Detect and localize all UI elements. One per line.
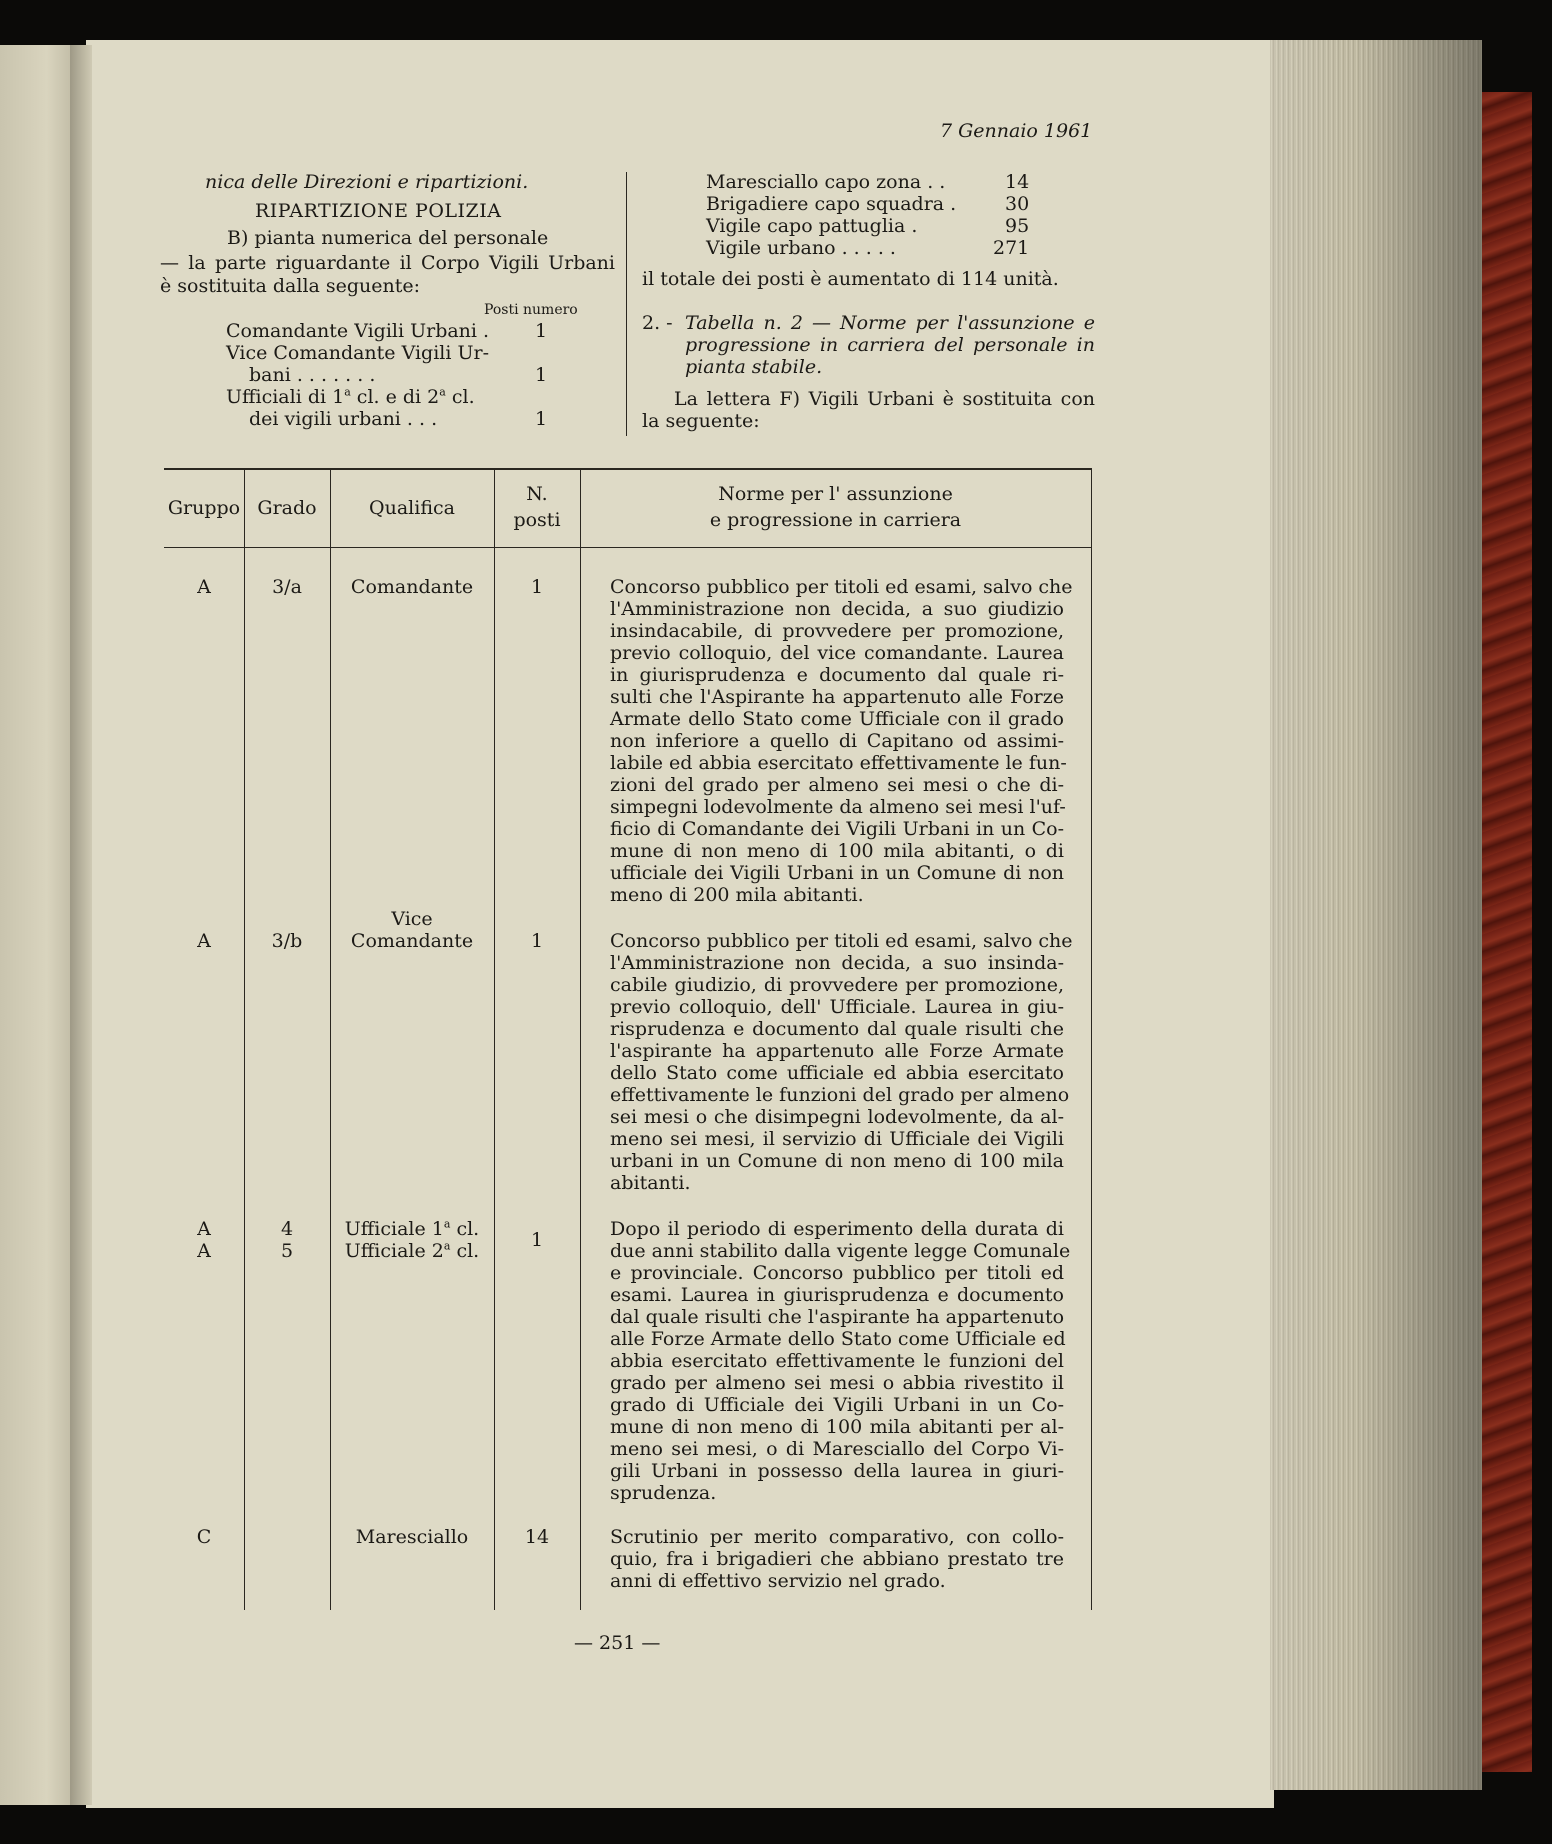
staff-label: Vice Comandante Vigili Ur- bbox=[226, 342, 490, 364]
header-norme: Norme per l' assunzione bbox=[718, 483, 953, 505]
total-line: il totale dei posti è aumentato di 114 unità. bbox=[642, 268, 1059, 290]
norme-text: Dopo il periodo di esperimento della durata di due anni stabilito dalla vigente legge Comunale e provinciale. Concorso pubblico per titoli ed esami. Laurea in giurisprudenza e documento dal quale risulti che l'aspirante ha appartenuto alle Forze Armate dello Stato come Ufficiale ed abbia esercitato effettivamente le funzioni del grado per almeno sei mesi o abbia rivestito il grado di Ufficiale dei Vigili Urbani in un Co- mune di non meno di 100 mila abitanti per al- meno sei mesi, o di Maresciallo del Corpo Vi- gili Urbani in possesso della laurea in giuri- sprudenza. bbox=[610, 1218, 1071, 1504]
table-top-rule bbox=[164, 468, 1092, 470]
header-posti: posti bbox=[513, 509, 561, 531]
book-gutter bbox=[70, 45, 92, 1805]
table-header-rule bbox=[164, 547, 1092, 548]
continuation-line: nica delle Direzioni e ripartizioni. bbox=[205, 171, 529, 193]
header-gruppo: Gruppo bbox=[167, 497, 241, 519]
intro-line-2: è sostituita dalla seguente: bbox=[160, 275, 421, 297]
left-page-edge bbox=[0, 45, 78, 1805]
posti-numero-header: Posti numero bbox=[484, 302, 578, 318]
staff-value: 14 bbox=[1005, 171, 1030, 193]
staff-value: 271 bbox=[993, 237, 1030, 259]
staff-value: 30 bbox=[1005, 193, 1030, 215]
norme-text: Concorso pubblico per titoli ed esami, salvo che l'Amministrazione non decida, a suo insinda- cabile giudizio, di provvedere per promozione, previo colloquio, dell' Ufficiale. Laurea in giu- risprudenza e documento dal quale risulti che l'aspirante ha appartenuto alle Forze Armate dello Stato come ufficiale ed abbia esercitato effettivamente le funzioni del grado per almeno sei mesi o che disimpegni lodevolmente, da al- meno sei mesi, il servizio di Ufficiale dei Vigili urbani in un Comune di non meno di 100 mila abitanti. bbox=[610, 930, 1073, 1194]
header-posti: N. bbox=[526, 483, 548, 505]
section-heading: RIPARTIZIONE POLIZIA bbox=[255, 200, 502, 222]
page-date: 7 Gennaio 1961 bbox=[940, 120, 1093, 142]
page-number: — 251 — bbox=[574, 1632, 661, 1654]
section-subheading: B) pianta numerica del personale bbox=[227, 227, 549, 249]
marbled-cover bbox=[1482, 92, 1532, 1772]
header-norme: e progressione in carriera bbox=[709, 509, 962, 531]
norme-text: Concorso pubblico per titoli ed esami, salvo che l'Amministrazione non decida, a suo giudizio insindacabile, di provvedere per promozione, previo colloquio, del vice comandante. Laurea in giurisprudenza e documento dal quale ri- sulti che l'Aspirante ha appartenuto alle Forze Armate dello Stato come Ufficiale con il grado non inferiore a quello di Capitano od assimi- labile ed abbia esercitato effettivamente le fun- zioni del grado per almeno sei mesi o che di- simpegni lodevolmente da almeno sei mesi l'uf- ficio di Comandante dei Vigili Urbani in un Co- mune di non meno di 100 mila abitanti, o di ufficiale dei Vigili Urbani in un Comune di non meno di 200 mila abitanti. bbox=[610, 576, 1073, 906]
staff-value: 95 bbox=[1005, 215, 1030, 237]
staff-value: 1 bbox=[535, 408, 548, 430]
staff-label: dei vigili urbani . . . bbox=[249, 408, 438, 430]
staff-value: 1 bbox=[535, 364, 548, 386]
staff-label: Vigile capo pattuglia . bbox=[706, 215, 918, 237]
staff-label: Vigile urbano . . . . . bbox=[706, 237, 896, 259]
header-qualifica: Qualifica bbox=[369, 497, 455, 519]
intro-line-1: — la parte riguardante il Corpo Vigili Urbani bbox=[160, 252, 615, 274]
section-title-1: Tabella n. 2 — Norme per l'assunzione e bbox=[685, 312, 1095, 334]
paragraph-line-1: La lettera F) Vigili Urbani è sostituita con bbox=[674, 388, 1095, 410]
staff-label: bani . . . . . . . bbox=[249, 364, 376, 386]
staff-label: Brigadiere capo squadra . bbox=[706, 193, 957, 215]
section-title-2: progressione in carriera del personale in bbox=[685, 334, 1095, 356]
staff-label: Comandante Vigili Urbani . bbox=[226, 320, 490, 342]
norme-text: Scrutinio per merito comparativo, con collo- quio, fra i brigadieri che abbiano prestato tre anni di effettivo servizio nel grado. bbox=[610, 1526, 1064, 1592]
paragraph-line-2: la seguente: bbox=[642, 410, 760, 432]
staff-label: Ufficiali di 1$^a$ cl. e di 2$^a$ cl. bbox=[226, 385, 475, 408]
column-divider bbox=[626, 172, 627, 436]
staff-label: Maresciallo capo zona . . bbox=[706, 171, 946, 193]
section-number: 2. - bbox=[642, 312, 673, 334]
section-title-3: pianta stabile. bbox=[685, 356, 823, 378]
header-grado: Grado bbox=[257, 497, 317, 519]
staff-value: 1 bbox=[535, 320, 548, 342]
